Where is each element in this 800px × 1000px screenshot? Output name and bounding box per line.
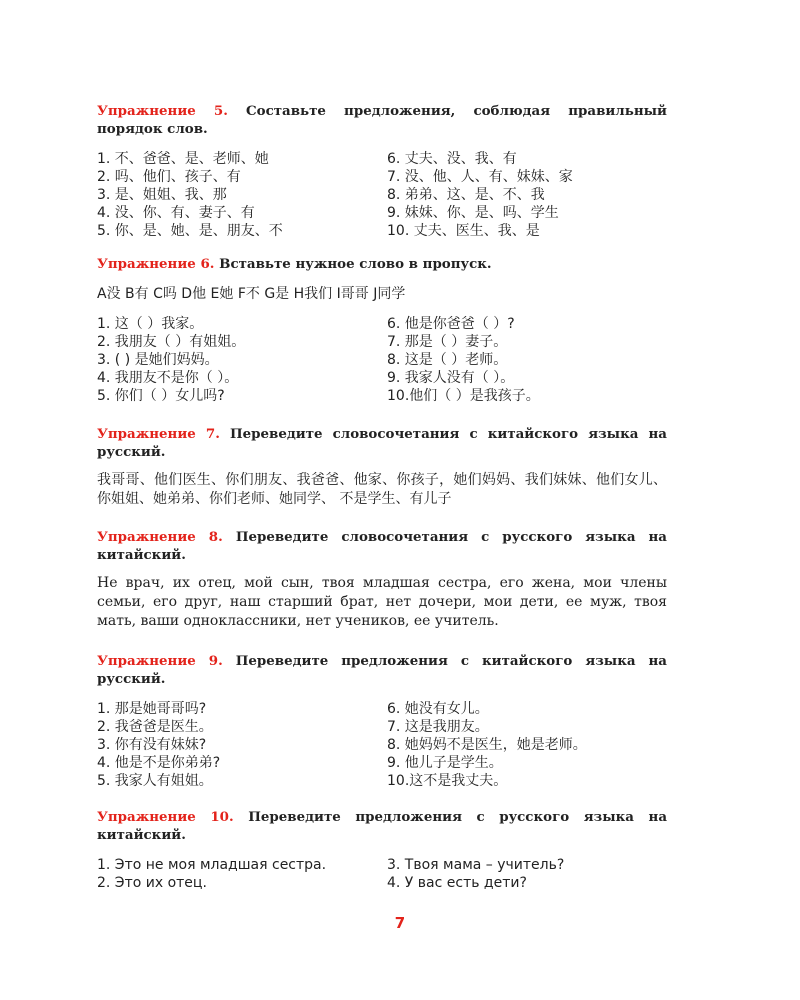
list-item: 2. 吗、他们、孩子、有: [97, 169, 241, 185]
exercise-9-left-column: [97, 700, 387, 790]
exercise-6-number: Упражнение 6.: [97, 256, 215, 272]
list-item: 3. ( ) 是她们妈妈。: [97, 352, 219, 368]
list-item: 2. Это их отец.: [97, 875, 207, 891]
list-item: 9. 妹妹、你、是、吗、学生: [387, 205, 559, 221]
list-item: 7. 这是我朋友。: [387, 719, 489, 735]
exercise-6-right-column: [387, 315, 667, 405]
list-item: 2. 我朋友（ ）有姐姐。: [97, 334, 246, 350]
exercise-9: [97, 652, 667, 808]
list-item: 9. 他儿子是学生。: [387, 755, 503, 771]
page-content: [97, 102, 667, 892]
list-item: 6. 丈夫、没、我、有: [387, 151, 517, 167]
exercise-7-heading: [97, 425, 667, 461]
exercise-6-heading: [97, 255, 667, 273]
exercise-9-heading: [97, 652, 667, 688]
list-item: 10. 丈夫、医生、我、是: [387, 223, 540, 239]
exercise-6-options: A没 B有 C吗 D他 E她 F不 G是 H我们 I哥哥 J同学: [97, 286, 406, 302]
list-item: 8. 她妈妈不是医生，她是老师。: [387, 737, 587, 753]
list-item: 8. 这是（ ）老师。: [387, 352, 508, 368]
exercise-8-heading: [97, 528, 667, 564]
exercise-10-title: Переведите предложения с русского языка на китайский.: [97, 809, 667, 843]
exercise-9-number: Упражнение 9.: [97, 653, 223, 669]
list-item: 6. 她没有女儿。: [387, 701, 489, 717]
list-item: 7. 那是（ ）妻子。: [387, 334, 508, 350]
page-number: 7: [394, 914, 406, 932]
exercise-10-left-column: [97, 856, 387, 892]
exercise-7-text: 我哥哥、他们医生、你们朋友、我爸爸、他家、你孩子，她们妈妈、我们妹妹、他们女儿、你姐姐、她弟弟、你们老师、她同学、 不是学生、有儿子: [97, 472, 667, 507]
list-item: 3. Твоя мама – учитель?: [387, 857, 565, 873]
exercise-5-heading: [97, 102, 667, 138]
exercise-8-text: Не врач, их отец, мой сын, твоя младшая сестра, его жена, мои члены семьи, его друг, наш старший брат, нет дочери, мои дети, ее муж, твоя мать, ваши одноклассники, нет учеников, ее учитель.: [97, 575, 667, 629]
list-item: 4. 没、你、有、妻子、有: [97, 205, 255, 221]
list-item: 1. 这（ ）我家。: [97, 316, 204, 332]
exercise-6-title: Вставьте нужное слово в пропуск.: [219, 256, 492, 272]
exercise-10-heading: [97, 808, 667, 844]
list-item: 10.这不是我丈夫。: [387, 773, 508, 789]
list-item: 3. 你有没有妹妹?: [97, 737, 207, 753]
list-item: 8. 弟弟、这、是、不、我: [387, 187, 545, 203]
list-item: 4. У вас есть дети?: [387, 875, 527, 891]
exercise-6-items: [97, 315, 667, 405]
exercise-5-title: Составьте предложения, соблюдая правильный порядок слов.: [97, 103, 667, 137]
exercise-7: [97, 425, 667, 528]
list-item: 5. 你、是、她、是、朋友、不: [97, 223, 283, 239]
exercise-9-right-column: [387, 700, 667, 790]
list-item: 10.他们（ ）是我孩子。: [387, 388, 540, 404]
exercise-5-right-column: [387, 150, 667, 240]
exercise-9-items: [97, 700, 667, 790]
list-item: 2. 我爸爸是医生。: [97, 719, 213, 735]
exercise-6: [97, 255, 667, 425]
exercise-8-number: Упражнение 8.: [97, 529, 223, 545]
exercise-5-number: Упражнение 5.: [97, 103, 228, 119]
list-item: 3. 是、姐姐、我、那: [97, 187, 227, 203]
exercise-8-title: Переведите словосочетания с русского языка на китайский.: [97, 529, 667, 563]
list-item: 4. 我朋友不是你（ ）。: [97, 370, 239, 386]
exercise-6-left-column: [97, 315, 387, 405]
exercise-7-number: Упражнение 7.: [97, 426, 220, 442]
exercise-5-items: [97, 150, 667, 240]
exercise-5-left-column: [97, 150, 387, 240]
list-item: 1. 那是她哥哥吗?: [97, 701, 207, 717]
exercise-10: [97, 808, 667, 892]
exercise-9-title: Переведите предложения с китайского языка на русский.: [97, 653, 667, 687]
list-item: 6. 他是你爸爸（ ）?: [387, 316, 515, 332]
list-item: 1. 不、爸爸、是、老师、她: [97, 151, 269, 167]
exercise-7-title: Переведите словосочетания с китайского языка на русский.: [97, 426, 667, 460]
list-item: 9. 我家人没有（ ）。: [387, 370, 515, 386]
exercise-10-right-column: [387, 856, 667, 892]
list-item: 5. 我家人有姐姐。: [97, 773, 213, 789]
list-item: 4. 他是不是你弟弟?: [97, 755, 221, 771]
list-item: 7. 没、他、人、有、妹妹、家: [387, 169, 573, 185]
exercise-8: [97, 528, 667, 652]
list-item: 5. 你们（ ）女儿吗?: [97, 388, 225, 404]
exercise-10-number: Упражнение 10.: [97, 809, 234, 825]
list-item: 1. Это не моя младшая сестра.: [97, 857, 327, 873]
exercise-10-items: [97, 856, 667, 892]
exercise-5: [97, 102, 667, 255]
